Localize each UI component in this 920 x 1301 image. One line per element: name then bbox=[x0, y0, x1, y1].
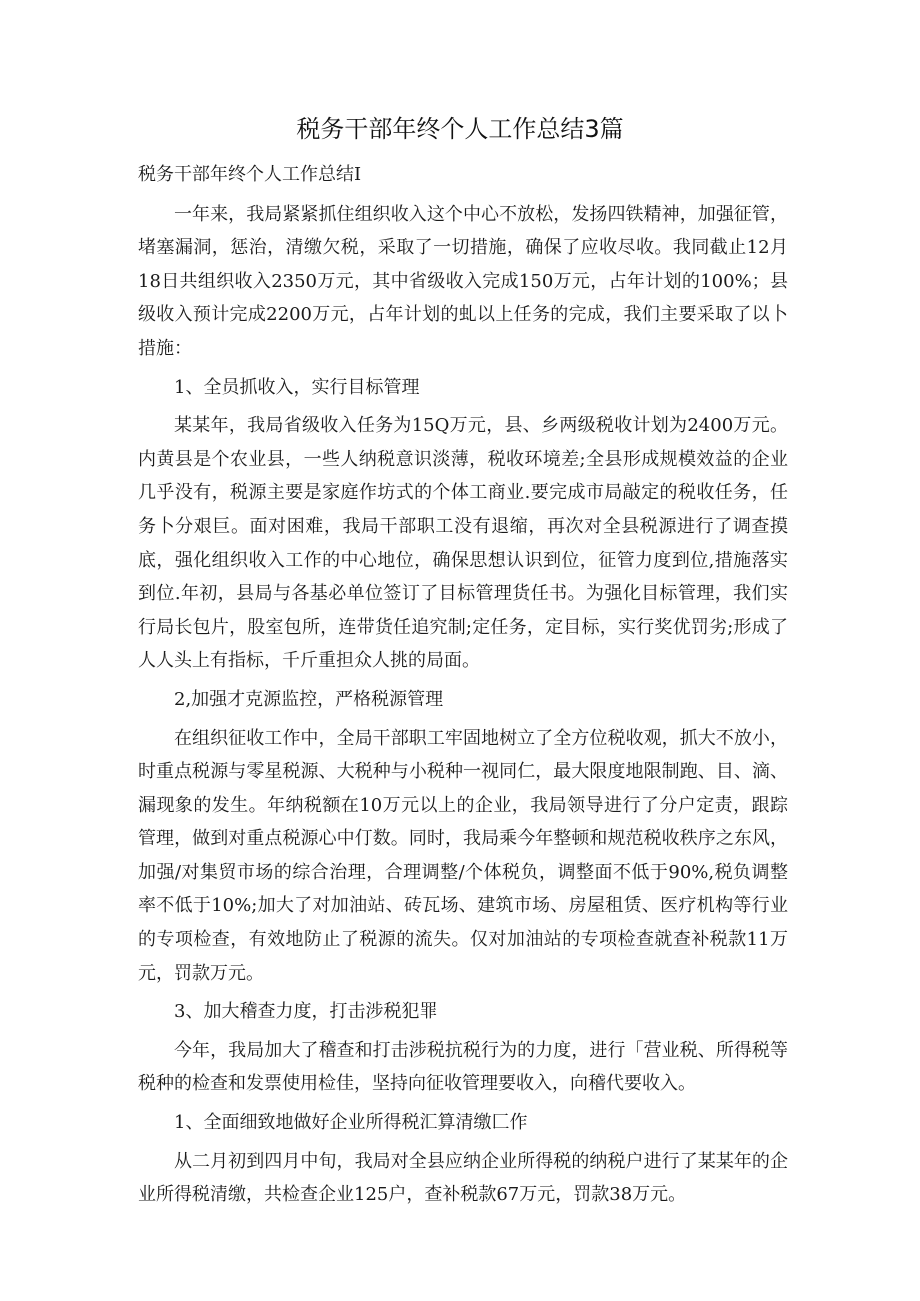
paragraph-source-monitoring: 在组织征收工作中，全局干部职工牢固地树立了全方位税收观，抓大不放小，时重点税源与零星税源、大税种与小税种一视同仁，最大限度地限制跑、目、滴、漏现象的发生。年纳税额在10万元以上的企业，我局领导进行了分户定责，跟踪管理，做到对重点税源心中仃数。同时，我局乘今年整顿和规范税收秩序之东风，加强/对集贸市场的综合治理，合理调整/个体税负，调整面不低于90%,税负调整率不低于10%;加大了对加油站、砖瓦场、建筑市场、房屋租赁、医疗机构等行业的专项检查，有效地防止了税源的流失。仅对加油站的专项检查就查补税款11万元，罚款万元。 bbox=[138, 727, 788, 984]
document-body bbox=[138, 158, 788, 1217]
section-heading-2: 2,加强才克源监控，严格税源管理 bbox=[174, 688, 444, 710]
paragraph-intro: 一年来，我局紧紧抓住组织收入这个中心不放松，发扬四铁精神，加强征管，堵塞漏洞，惩治，清缴欠税，采取了一切措施，确保了应收尽收。我同截止12月18日共组织收入2350万元，其中省级收入完成150万元，占年计划的100%；县级收入预计完成2200万元，占年计划的虬以上任务的完成，我们主要采取了以卜措施： bbox=[138, 203, 788, 359]
section-heading-1: 1、全员抓收入，实行目标管理 bbox=[174, 376, 420, 398]
section-heading-4: 1、全面细致地做好企业所得税汇算清缴匚作 bbox=[174, 1112, 528, 1134]
document-subtitle: 税务干部年终个人工作总结I bbox=[138, 164, 362, 185]
paragraph-target-management: 某某年，我局省级收入任务为15Q万元，县、乡两级税收计划为2400万元。内黄县是个农业县，一些人纳税意识淡薄，税收环境差;全县形成规模效益的企业几乎没有，税源主要是家庭作坊式的个体工商业.要完成市局敲定的税收任务，任务卜分艰巨。面对困难，我局干部职工没有退缩，再次对全县税源进行了调查摸底，强化组织收入工作的中心地位，确保思想认识到位，征管力度到位,措施落实到位.年初，县局与各基必单位签订了目标管理货任书。为强化目标管理，我们实行局长包片，股室包所，连带货任追究制;定任务，定目标，实行奖优罚劣;形成了人人头上有指标，千斤重担众人挑的局面。 bbox=[138, 415, 788, 672]
paragraph-inspection: 今年，我局加大了稽查和打击涉税抗税行为的力度，进行「营业税、所得税等税种的检查和发票使用检佳，坚持向征收管理要收入，向稽代要收入。 bbox=[138, 1039, 788, 1095]
section-heading-3: 3、加大稽查力度，打击涉税犯罪 bbox=[174, 1001, 438, 1023]
document-title: 税务干部年终个人工作总结3篇 bbox=[296, 115, 624, 143]
paragraph-income-tax: 从二月初到四月中旬，我局对全县应纳企业所得税的纳税户进行了某某年的企业所得税清缴，共检查企业125户，查补税款67万元，罚款38万元。 bbox=[138, 1150, 788, 1206]
